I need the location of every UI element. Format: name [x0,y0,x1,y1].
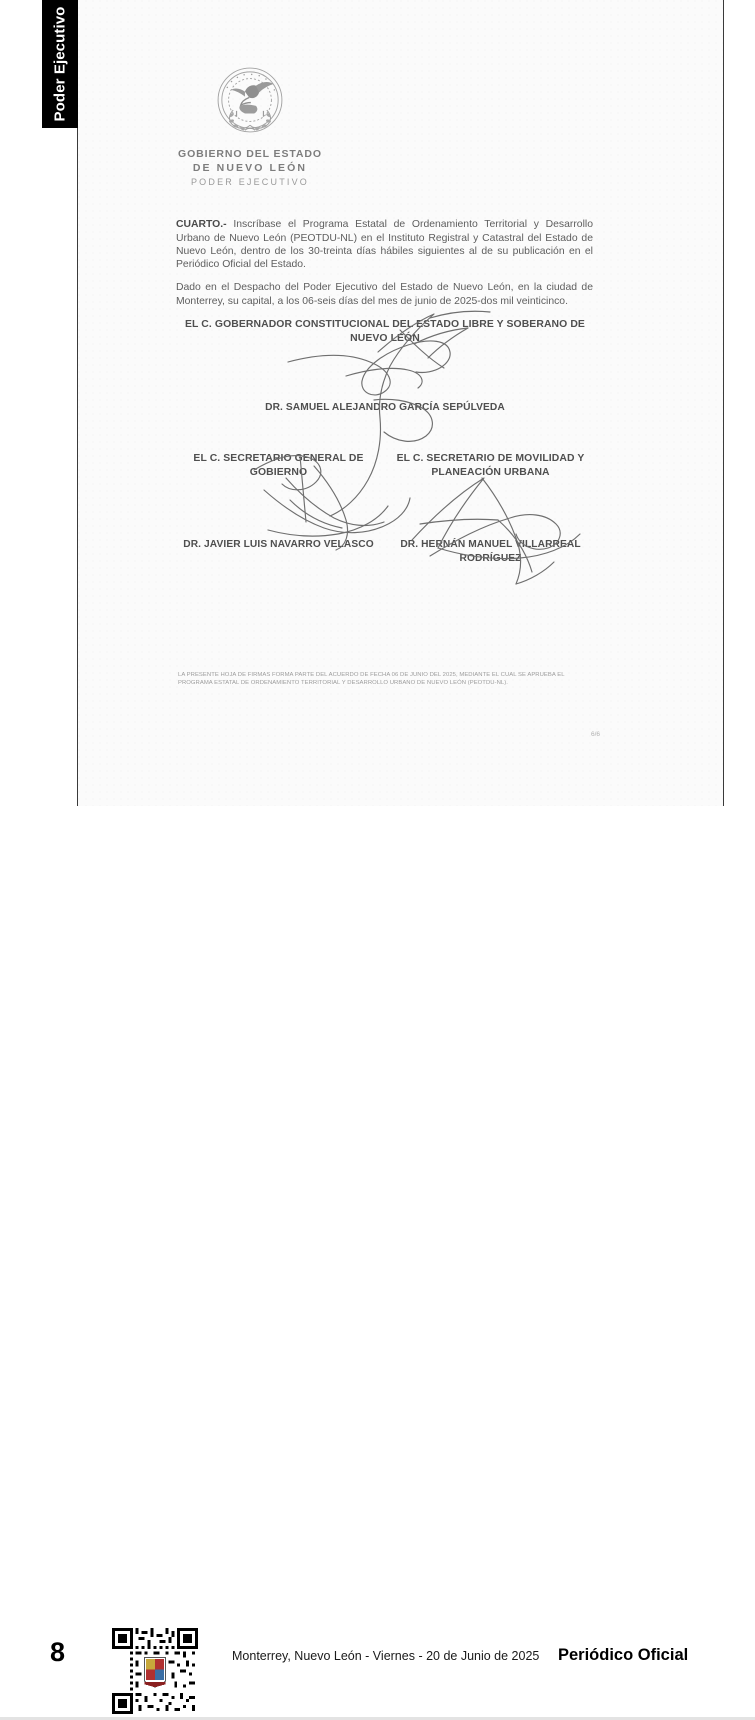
paragraph-cuarto [176,218,593,271]
letterhead [140,58,360,187]
secretary-general-name: DR. JAVIER LUIS NAVARRO VELASCO [183,539,374,550]
secretary-general-title: EL C. SECRETARIO GENERAL DE GOBIERNO [193,453,364,478]
governor-title: EL C. GOBERNADOR CONSTITUCIONAL DEL ESTADO LIBRE Y SOBERANO DE NUEVO LEÓN [185,319,585,344]
letterhead-line-1: GOBIERNO DEL ESTADO [178,148,322,160]
secretary-mobility-name: DR. HERNÁN MANUEL VILLARREAL RODRÍGUEZ [400,539,581,564]
letterhead-line-3: PODER EJECUTIVO [190,177,309,187]
footer-brand: Periódico Oficial [558,1646,689,1664]
mexican-coat-of-arms-icon [208,58,292,142]
section-tab-label: Poder Ejecutivo [51,6,69,122]
page-footer [0,806,755,1667]
paragraph-dado: Dado en el Despacho del Poder Ejecutivo del Estado de Nuevo León, en la ciudad de Monterrey, su capital, a los 06-seis días del mes de junio de 2025-dos mil veinticinco. [176,282,593,307]
paragraph-cuarto-label: CUARTO.- [176,219,227,231]
crop-rule-left [77,128,78,808]
folio-number: 6/6 [590,731,600,738]
governor-name: DR. SAMUEL ALEJANDRO GARCÍA SEPÚLVEDA [265,402,505,413]
qr-code-icon[interactable] [112,1628,198,1714]
crop-rule-right [723,0,724,808]
footnote-text: LA PRESENTE HOJA DE FIRMAS FORMA PARTE DEL ACUERDO DE FECHA 06 DE JUNIO DEL 2025, MEDIANTE EL CUAL SE APRUEBA EL PROGRAMA ESTATAL DE ORDENAMIENTO TERRITORIAL Y DESARROLLO URBANO DE NUEVO LEÓN (PEOTDU-NL). [178,672,565,687]
footer-page-number: 8 [50,1637,66,1667]
section-tab-poder-ejecutivo[interactable] [42,0,78,128]
letterhead-line-2: DE NUEVO LEÓN [192,162,308,174]
footer-place-date: Monterrey, Nuevo León - Viernes - 20 de Junio de 2025 [232,1649,540,1663]
paragraph-cuarto-text: Inscríbase el Programa Estatal de Ordenamiento Territorial y Desarrollo Urbano de Nuevo León (PEOTDU-NL) en el Instituto Registral y Catastral del Estado de Nuevo León, dentro de los 30-treinta días hábiles siguientes al de su publicación en el Periódico Oficial del Estado. [176,219,593,270]
secretary-mobility-title: EL C. SECRETARIO DE MOVILIDAD Y PLANEACIÓN URBANA [396,453,585,478]
